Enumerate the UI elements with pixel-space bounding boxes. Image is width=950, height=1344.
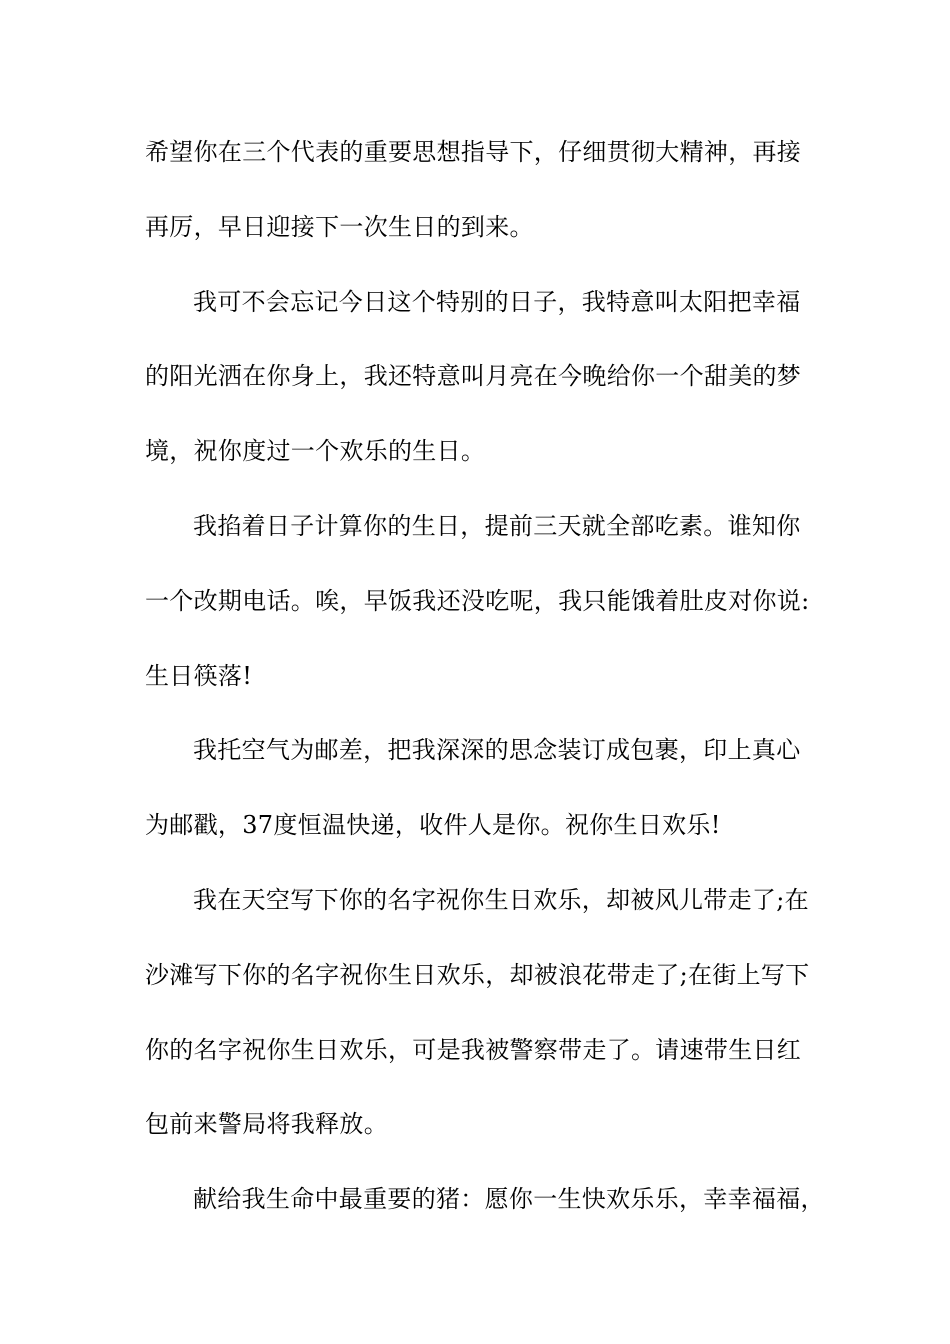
text-line: 沙滩写下你的名字祝你生日欢乐，却被浪花带走了;在街上写下 bbox=[145, 960, 810, 989]
text-line: 我托空气为邮差，把我深深的思念装订成包裹，印上真心 bbox=[193, 736, 801, 765]
text-line: 境，祝你度过一个欢乐的生日。 bbox=[145, 437, 486, 466]
text-line: 我可不会忘记今日这个特别的日子，我特意叫太阳把幸福 bbox=[193, 287, 801, 316]
text-line: 的阳光洒在你身上，我还特意叫月亮在今晚给你一个甜美的梦 bbox=[145, 362, 802, 391]
text-line: 献给我生命中最重要的猪：愿你一生快欢乐乐，幸幸福福， bbox=[193, 1185, 825, 1214]
text-line: 我在天空写下你的名字祝你生日欢乐，却被风儿带走了;在 bbox=[193, 885, 809, 914]
text-line: 你的名字祝你生日欢乐，可是我被警察带走了。请速带生日红 bbox=[145, 1035, 802, 1064]
text-line: 我掐着日子计算你的生日，提前三天就全部吃素。谁知你 bbox=[193, 511, 801, 540]
text-line: 再厉，早日迎接下一次生日的到来。 bbox=[145, 212, 534, 241]
text-line: 生日筷落! bbox=[145, 661, 253, 690]
text-line: 包前来警局将我释放。 bbox=[145, 1110, 388, 1139]
text-line: 一个改期电话。唉，早饭我还没吃呢，我只能饿着肚皮对你说: bbox=[145, 586, 810, 615]
text-line: 希望你在三个代表的重要思想指导下，仔细贯彻大精神，再接 bbox=[145, 138, 802, 166]
text-line: 为邮戳，37度恒温快递，收件人是你。祝你生日欢乐! bbox=[145, 811, 721, 840]
body-text bbox=[145, 128, 825, 1250]
